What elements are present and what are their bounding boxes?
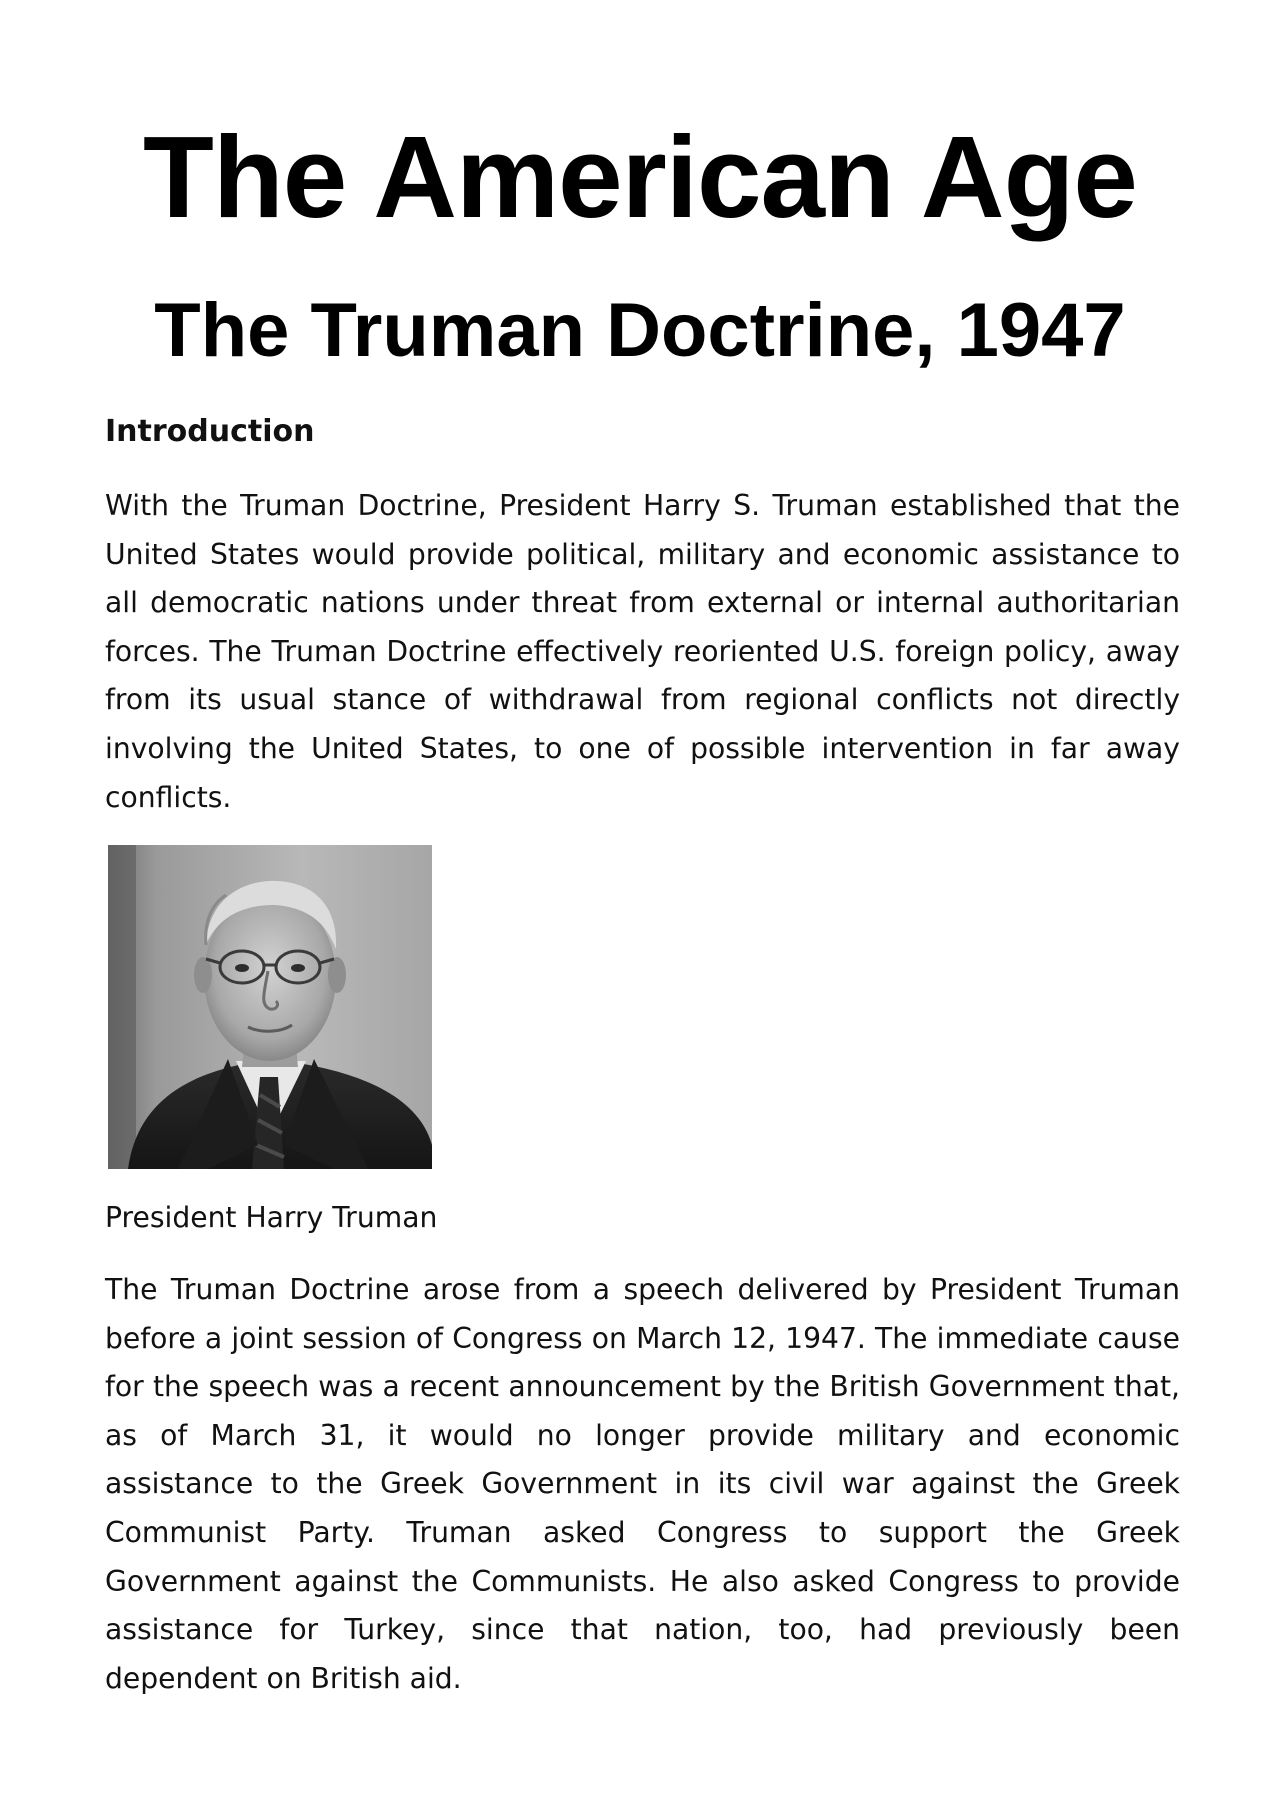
portrait-caption: President Harry Truman [105, 1201, 438, 1234]
section-heading-introduction: Introduction [105, 414, 315, 449]
document-title: The American Age [143, 112, 1137, 242]
truman-portrait-photo [108, 845, 432, 1169]
portrait-photo-icon [108, 845, 432, 1169]
document-subtitle: The Truman Doctrine, 1947 [154, 288, 1126, 373]
intro-paragraph: With the Truman Doctrine, President Harry S. Truman established that the United States would provide political, military and economic assistance to all democratic nations under threat from external or internal authoritarian forces. The Truman Doctrine effectively reoriented U.S. foreign policy, away from its usual stance of withdrawal from regional conflicts not directly involving the United States, to one of possible intervention in far away conflicts. [105, 489, 1180, 814]
body-paragraph: The Truman Doctrine arose from a speech delivered by President Truman before a joint session of Congress on March 12, 1947. The immediate cause for the speech was a recent announcement by the British Government that, as of March 31, it would no longer provide military and economic assistance to the Greek Government in its civil war against the Greek Communist Party. Truman asked Congress to support the Greek Government against the Communists. He also asked Congress to provide assistance for Turkey, since that nation, too, had previously been dependent on British aid. [105, 1273, 1180, 1695]
